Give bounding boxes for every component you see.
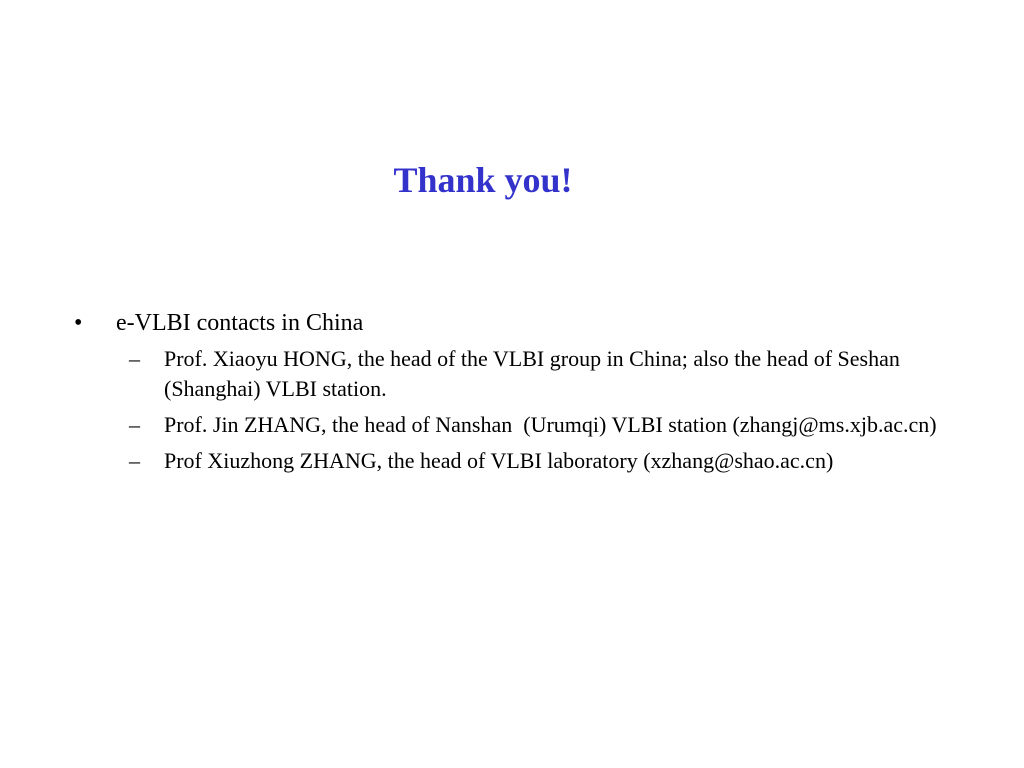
- main-bullet-text: e-VLBI contacts in China: [116, 310, 364, 336]
- dash-icon: –: [129, 448, 140, 473]
- slide-title: [0, 158, 1024, 202]
- contact-item-hong: [74, 344, 964, 404]
- contact-text: Prof Xiuzhong ZHANG, the head of VLBI laboratory (xzhang@shao.ac.cn): [164, 448, 834, 473]
- slide-body: [74, 308, 974, 482]
- main-bullet-item: [74, 308, 974, 338]
- contact-list: [74, 344, 974, 476]
- dash-icon: –: [129, 412, 140, 437]
- dash-icon: –: [129, 346, 140, 371]
- contact-text: Prof. Xiaoyu HONG, the head of the VLBI group in China; also the head of Seshan (Shanghai) VLBI station.: [164, 346, 900, 401]
- bullet-icon: •: [74, 310, 83, 336]
- contact-item-xiuzhong-zhang: [74, 446, 964, 476]
- slide-title-text: Thank you!: [393, 160, 573, 200]
- contact-item-jin-zhang: [74, 410, 964, 440]
- contact-text: Prof. Jin ZHANG, the head of Nanshan (Urumqi) VLBI station (zhangj@ms.xjb.ac.cn): [164, 412, 937, 437]
